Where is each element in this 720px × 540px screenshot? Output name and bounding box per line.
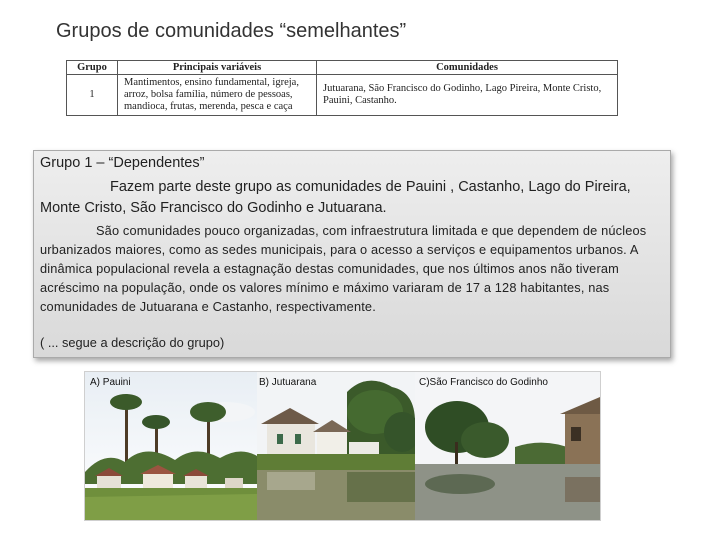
groups-table: [66, 60, 618, 116]
characteristics-text: São comunidades pouco organizadas, com infraestrutura limitada e que dependem de núcleos urbanizados maiores, como as sedes municipais, para o acesso a serviços e equipamentos urbanos. A dinâmica populacional revela a estagnação destas comunidades, que nos últimos anos não tiveram acréscimo na população, onde os valores mínimo e máximo variaram de 17 a 128 habitantes, nas comunidades de Jutuarana e Castanho, respectivamente.: [40, 223, 647, 314]
cell-communities: Jutuarana, São Francisco do Godinho, Lago Pireira, Monte Cristo, Pauini, Castanho.: [317, 75, 618, 116]
continuation-note: ( ... segue a descrição do grupo): [40, 335, 225, 350]
group-heading: Grupo 1 – “Dependentes”: [40, 155, 205, 171]
photo-label-sao-francisco: C)São Francisco do Godinho: [419, 377, 548, 388]
group-characteristics-paragraph: [40, 221, 668, 316]
photo-sao-francisco: [415, 372, 600, 520]
group-description-box: [33, 150, 671, 358]
pauini-scene-image: [85, 372, 257, 520]
sao-francisco-scene-image: [415, 372, 600, 520]
cell-variables: Mantimentos, ensino fundamental, igreja, arroz, bolsa família, número de pessoas, mandioca, frutas, merenda, pesca e caça: [118, 75, 317, 116]
photo-pauini: [85, 372, 257, 520]
group-members-paragraph: Fazem parte deste grupo as comunidades de Pauini , Castanho, Lago do Pireira, Monte Cristo, São Francisco do Godinho e Jutuarana.: [40, 179, 631, 216]
table-excerpt: [66, 60, 618, 128]
table-header-row: [67, 61, 618, 75]
photo-jutuarana: [257, 372, 415, 520]
photo-label-pauini: A) Pauini: [90, 377, 131, 388]
header-communities: Comunidades: [317, 61, 618, 75]
slide-title: Grupos de comunidades “semelhantes”: [56, 20, 407, 42]
table-row: [67, 75, 618, 116]
photo-label-jutuarana: B) Jutuarana: [259, 377, 317, 388]
photo-strip: [84, 371, 601, 521]
header-group: Grupo: [67, 61, 118, 75]
header-variables: Principais variáveis: [118, 61, 317, 75]
cell-group: 1: [67, 75, 118, 116]
jutuarana-scene-image: [257, 372, 415, 520]
